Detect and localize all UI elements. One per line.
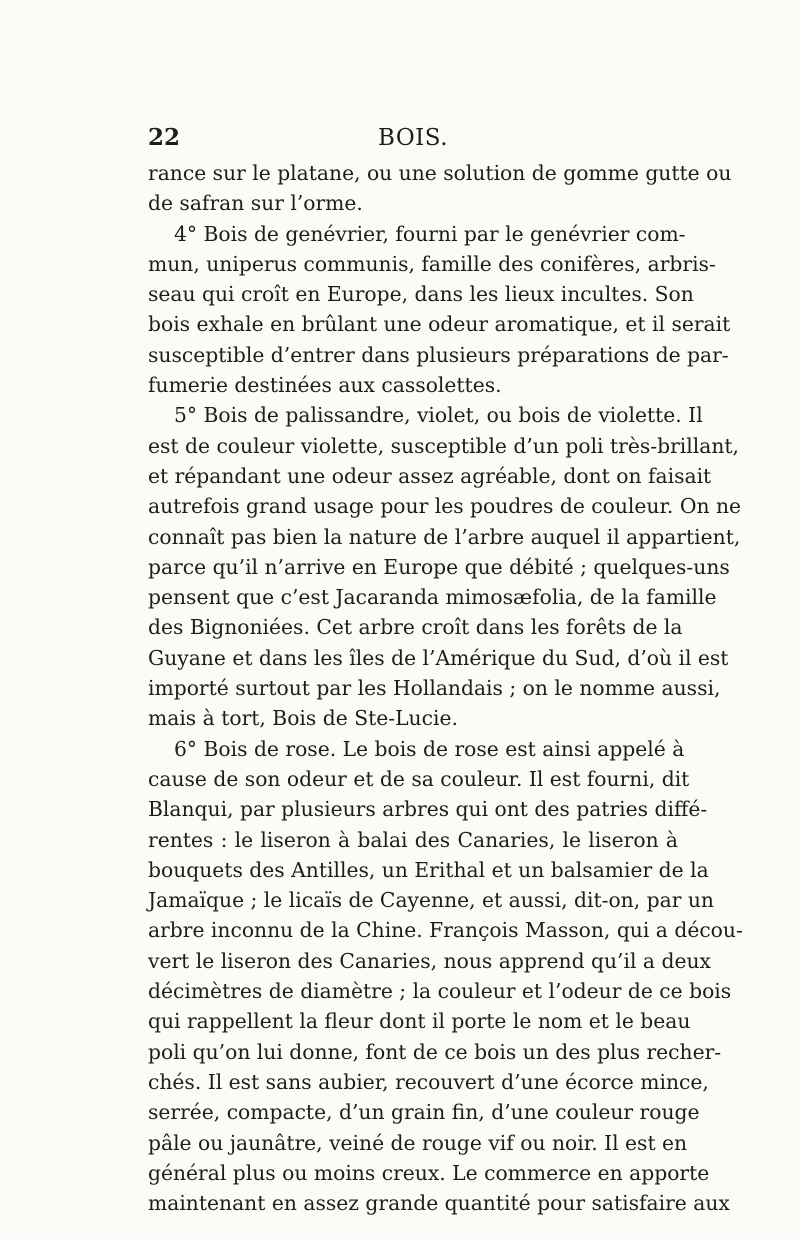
text-line: Guyane et dans les îles de l’Amérique du Sud, d’où il est	[148, 645, 729, 670]
text-line: vert le liseron des Canaries, nous apprend qu’il a deux	[148, 948, 711, 973]
text-line: poli qu’on lui donne, font de ce bois un des plus recher-	[148, 1039, 722, 1064]
text-line: maintenant en assez grande quantité pour satisfaire aux	[148, 1191, 730, 1216]
text-line: rentes : le liseron à balai des Canaries, le liseron à	[148, 827, 678, 852]
text-line: pâle ou jaunâtre, veiné de rouge vif ou noir. Il est en	[148, 1130, 688, 1155]
text-line: rance sur le platane, ou une solution de gomme gutte ou	[148, 161, 732, 185]
text-line: chés. Il est sans aubier, recouvert d’une écorce mince,	[148, 1069, 709, 1094]
running-title: BOIS.	[377, 125, 449, 151]
text-line: connaît pas bien la nature de l’arbre auquel il appartient,	[148, 524, 741, 549]
text-line: arbre inconnu de la Chine. François Masson, qui a décou-	[148, 918, 743, 943]
text-line: bouquets des Antilles, un Erithal et un balsamier de la	[148, 857, 709, 882]
text-line: seau qui croît en Europe, dans les lieux incultes. Son	[148, 282, 694, 307]
text-line: serrée, compacte, d’un grain fin, d’une couleur rouge	[148, 1100, 700, 1125]
text-line: 4° Bois de genévrier, fourni par le genévrier com-	[174, 221, 686, 246]
text-line: de safran sur l’orme.	[148, 191, 363, 216]
page-number: 22	[148, 124, 181, 151]
text-line: autrefois grand usage pour les poudres de couleur. On ne	[148, 494, 742, 519]
text-line: et répandant une odeur assez agréable, dont on faisait	[148, 463, 712, 488]
book-page	[148, 118, 743, 1218]
text-line: pensent que c’est Jacaranda mimosæfolia, de la famille	[148, 585, 717, 610]
text-line: mais à tort, Bois de Ste-Lucie.	[148, 706, 458, 731]
running-head	[148, 118, 678, 158]
text-line: est de couleur violette, susceptible d’un poli très-brillant,	[148, 433, 739, 458]
text-line: cause de son odeur et de sa couleur. Il est fourni, dit	[148, 766, 690, 791]
text-line: 5° Bois de palissandre, violet, ou bois de violette. Il	[174, 403, 703, 428]
text-line: Jamaïque ; le licaïs de Cayenne, et aussi, dit-on, par un	[148, 888, 714, 913]
text-line: Blanqui, par plusieurs arbres qui ont des patries diffé-	[148, 797, 708, 822]
text-line: bois exhale en brûlant une odeur aromatique, et il serait	[148, 312, 731, 337]
text-line: importé surtout par les Hollandais ; on le nomme aussi,	[148, 676, 721, 701]
text-line: qui rappellent la fleur dont il porte le nom et le beau	[148, 1009, 691, 1034]
text-line: général plus ou moins creux. Le commerce en apporte	[148, 1160, 710, 1185]
text-line: parce qu’il n’arrive en Europe que débité ; quelques-uns	[148, 554, 730, 579]
text-line: fumerie destinées aux cassolettes.	[148, 373, 502, 398]
text-line: mun, uniperus communis, famille des conifères, arbris-	[148, 251, 716, 276]
text-line: décimètres de diamètre ; la couleur et l’odeur de ce bois	[148, 979, 732, 1004]
text-line: des Bignoniées. Cet arbre croît dans les forêts de la	[148, 615, 683, 640]
body-text	[148, 158, 743, 1218]
text-line: 6° Bois de rose. Le bois de rose est ainsi appelé à	[174, 736, 685, 761]
text-line: susceptible d’entrer dans plusieurs préparations de par-	[148, 342, 729, 367]
